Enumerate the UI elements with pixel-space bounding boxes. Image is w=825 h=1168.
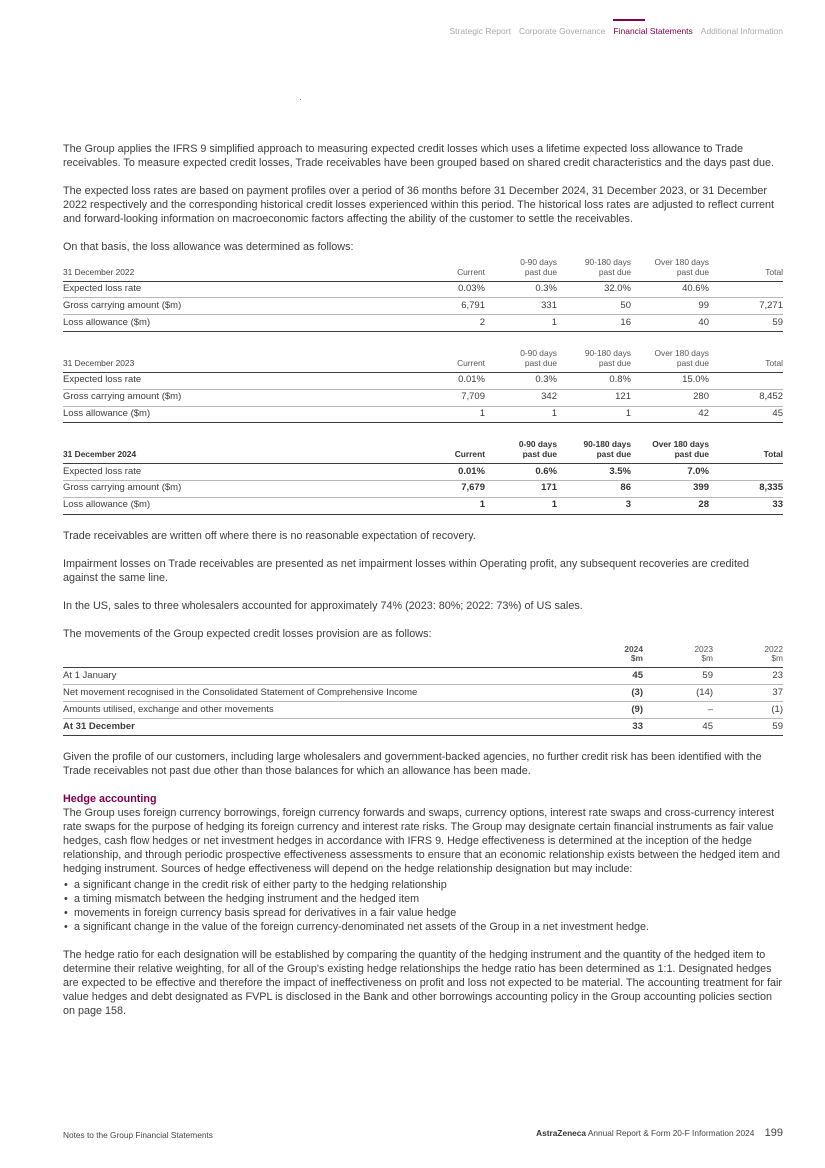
cell: 280 (631, 389, 709, 406)
table-title: 31 December 2023 (63, 357, 135, 368)
nav-strategic-report[interactable]: Strategic Report (449, 26, 511, 36)
page-number: 199 (764, 1127, 783, 1139)
cell: (14) (643, 684, 713, 701)
paragraph-us-wholesalers: In the US, sales to three wholesalers accounted for approximately 74% (2023: 80%; 2022: 73%) of US sales. (63, 599, 583, 612)
row-label: At 31 December (63, 718, 573, 735)
aging-table-2022 (63, 258, 783, 332)
paragraph-hedge-intro: The Group uses foreign currency borrowings, foreign currency forwards and swaps, currency options, interest rate swaps and cross-currency interest rate swaps for the purpose of hedging its foreign currency and interest rate risks. The Group may designate certain financial instruments as fair value hedges, cash flow hedges or net investment hedges in accordance with IFRS 9. Hedge effectiveness is determined at the inception of the hedge relationship, and through periodic prospective effectiveness assessments to ensure that an economic relationship exists between the hedged item and hedging instrument. Sources of hedge effectiveness will depend on the hedge relationship designation but may include: (63, 806, 781, 875)
col-over-180: Over 180 days past due (654, 348, 709, 368)
cell: 2 (415, 315, 485, 332)
row-label: Loss allowance ($m) (63, 406, 415, 423)
list-item: • a significant change in the value of the foreign currency-denominated net assets of the Group in a net investment hedge. (74, 920, 783, 934)
cell: 331 (485, 298, 557, 315)
cell: 1 (485, 315, 557, 332)
paragraph-loss-allowance-intro: On that basis, the loss allowance was determined as follows: (63, 241, 354, 254)
col-2022: 2022 $m (764, 643, 783, 664)
col-current: Current (457, 357, 485, 368)
cell: 32.0% (557, 281, 631, 298)
cell: 45 (709, 406, 783, 423)
footer-report-title: Annual Report & Form 20-F Information 2024 (587, 1128, 755, 1138)
col-2023: 2023 $m (694, 643, 713, 664)
cell: 3 (557, 497, 631, 514)
col-current: Current (457, 266, 485, 277)
cell: 33 (709, 497, 783, 514)
row-label: Expected loss rate (63, 463, 415, 480)
cell: (1) (713, 701, 783, 718)
col-90-180: 90-180 days past due (584, 257, 631, 277)
cell: 7,709 (415, 389, 485, 406)
row-label: Gross carrying amount ($m) (63, 389, 415, 406)
cell: 7,271 (709, 298, 783, 315)
paragraph-ifrs9: The Group applies the IFRS 9 simplified approach to measuring expected credit losses which uses a lifetime expected loss allowance to Trade receivables. To measure expected credit losses, Trade receivables have been grouped based on shared credit characteristics and the days past due. (63, 143, 775, 170)
table-row (63, 463, 783, 480)
cell: 0.03% (415, 281, 485, 298)
list-item: • movements in foreign currency basis spread for derivatives in a fair value hedge (74, 906, 783, 920)
cell: 7,679 (415, 480, 485, 497)
cell: 23 (713, 668, 783, 685)
cell: 8,335 (709, 480, 783, 497)
table-title: 31 December 2022 (63, 266, 135, 277)
cell: 1 (415, 497, 485, 514)
cell: 1 (557, 406, 631, 423)
row-label: Gross carrying amount ($m) (63, 298, 415, 315)
cell: 40.6% (631, 281, 709, 298)
paragraph-hedge-ratio: The hedge ratio for each designation will be established by comparing the quantity of the hedging instrument and the quantity of the hedged item to determine their relative weighting, for all of the Group's existing hedge relationships the hedge ratio has been determined as 1:1. Designated hedges are expected to be effective and therefore the impact of ineffectiveness on profit and loss not expected to be material. The accounting treatment for fair value hedges and debt designated as FVPL is disclosed in the Bank and other borrowings accounting policy in the Group accounting policies section on page 158. (63, 949, 783, 1018)
cell: 59 (713, 718, 783, 735)
col-0-90: 0-90 days past due (520, 257, 557, 277)
decorative-dot (300, 99, 301, 100)
list-item: • a timing mismatch between the hedging instrument and the hedged item (74, 892, 783, 906)
cell (709, 463, 783, 480)
row-label: Expected loss rate (63, 281, 415, 298)
cell: 45 (643, 718, 713, 735)
col-over-180: Over 180 days past due (652, 439, 709, 460)
paragraph-write-off: Trade receivables are written off where there is no reasonable expectation of recovery. (63, 529, 476, 542)
cell: 16 (557, 315, 631, 332)
cell: 399 (631, 480, 709, 497)
table-row (63, 281, 783, 298)
col-2024: 2024 $m (624, 643, 643, 664)
cell: (3) (573, 684, 643, 701)
cell: 7.0% (631, 463, 709, 480)
table-row (63, 480, 783, 497)
col-over-180: Over 180 days past due (654, 257, 709, 277)
paragraph-credit-risk: Given the profile of our customers, including large wholesalers and government-backed agencies, no further credit risk has been identified with the Trade receivables not past due other than those balances for which an allowance has been made. (63, 750, 762, 777)
cell: 171 (485, 480, 557, 497)
nav-additional-information[interactable]: Additional Information (700, 26, 783, 36)
cell: 40 (631, 315, 709, 332)
cell: – (643, 701, 713, 718)
row-label: At 1 January (63, 668, 573, 685)
row-label: Loss allowance ($m) (63, 315, 415, 332)
cell: 45 (573, 668, 643, 685)
row-label: Amounts utilised, exchange and other movements (63, 701, 573, 718)
cell: 8,452 (709, 389, 783, 406)
aging-table-2023 (63, 349, 783, 423)
cell: 50 (557, 298, 631, 315)
cell: 99 (631, 298, 709, 315)
section-nav (442, 26, 783, 36)
cell: 121 (557, 389, 631, 406)
cell: 0.6% (485, 463, 557, 480)
cell: 6,791 (415, 298, 485, 315)
col-0-90: 0-90 days past due (518, 439, 557, 460)
table-row (63, 406, 783, 423)
cell: 28 (631, 497, 709, 514)
row-label: Gross carrying amount ($m) (63, 480, 415, 497)
footer-section-title: Notes to the Group Financial Statements (63, 1130, 213, 1140)
cell: 1 (485, 406, 557, 423)
table-row (63, 372, 783, 389)
cell: 59 (709, 315, 783, 332)
list-item: • a significant change in the credit risk of either party to the hedging relationship (74, 878, 783, 892)
cell: 86 (557, 480, 631, 497)
cell: 1 (485, 497, 557, 514)
row-label: Net movement recognised in the Consolidated Statement of Comprehensive Income (63, 684, 573, 701)
col-0-90: 0-90 days past due (520, 348, 557, 368)
nav-financial-statements[interactable]: Financial Statements (613, 26, 693, 36)
hedge-accounting-heading: Hedge accounting (63, 792, 157, 805)
table-title: 31 December 2024 (63, 449, 137, 460)
cell: (9) (573, 701, 643, 718)
table-row (63, 668, 783, 685)
cell: 33 (573, 718, 643, 735)
main-content (63, 142, 783, 1032)
col-total: Total (765, 357, 783, 368)
cell: 15.0% (631, 372, 709, 389)
cell: 37 (713, 684, 783, 701)
footer-report-info (536, 1127, 783, 1139)
cell: 59 (643, 668, 713, 685)
cell: 0.01% (415, 463, 485, 480)
paragraph-movements-intro: The movements of the Group expected credit losses provision are as follows: (63, 627, 432, 640)
table-row (63, 684, 783, 701)
movements-table (63, 645, 783, 736)
col-current: Current (454, 449, 485, 460)
aging-table-2024 (63, 440, 783, 514)
row-label: Loss allowance ($m) (63, 497, 415, 514)
table-row-total (63, 718, 783, 735)
col-90-180: 90-180 days past due (584, 348, 631, 368)
paragraph-loss-rates: The expected loss rates are based on payment profiles over a period of 36 months before 31 December 2024, 31 December 2023, or 31 December 2022 respectively and the corresponding historical credit losses experienced within this period. The historical loss rates are adjusted to reflect current and forward-looking information on macroeconomic factors affecting the ability of the customer to settle the receivables. (63, 185, 774, 226)
table-row (63, 298, 783, 315)
cell: 42 (631, 406, 709, 423)
col-90-180: 90-180 days past due (583, 439, 631, 460)
row-label: Expected loss rate (63, 372, 415, 389)
table-row (63, 389, 783, 406)
paragraph-impairment: Impairment losses on Trade receivables are presented as net impairment losses within Operating profit, any subsequent recoveries are credited against the same line. (63, 557, 749, 584)
table-row (63, 315, 783, 332)
cell (709, 281, 783, 298)
cell: 342 (485, 389, 557, 406)
cell: 0.3% (485, 372, 557, 389)
cell (709, 372, 783, 389)
table-row (63, 701, 783, 718)
col-total: Total (765, 266, 783, 277)
table-row (63, 497, 783, 514)
cell: 3.5% (557, 463, 631, 480)
nav-corporate-governance[interactable]: Corporate Governance (518, 26, 606, 36)
cell: 0.8% (557, 372, 631, 389)
cell: 0.3% (485, 281, 557, 298)
footer-brand: AstraZeneca (536, 1128, 586, 1138)
cell: 0.01% (415, 372, 485, 389)
cell: 1 (415, 406, 485, 423)
hedge-bullet-list (63, 878, 783, 934)
col-total: Total (763, 449, 783, 460)
